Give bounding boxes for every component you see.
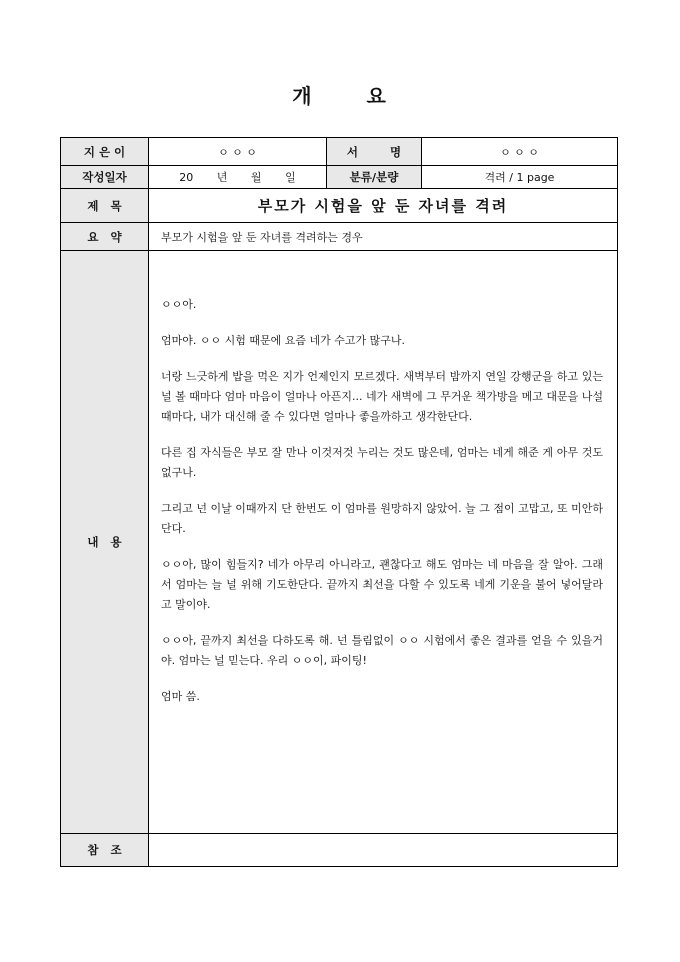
content-paragraph: ㅇㅇ아, 끝까지 최선을 다하도록 해. 넌 틀림없이 ㅇㅇ 시험에서 좋은 결과를 얻을 수 있을거야. 엄마는 널 믿는다. 우리 ㅇㅇ이, 파이팅! <box>161 634 603 667</box>
content-paragraph: ㅇㅇ아, 많이 힘들지? 네가 아무리 아니라고, 괜찮다고 해도 엄마는 네 마음을 잘 알아. 그래서 엄마는 늘 널 위해 기도한단다. 끝까지 최선을 다할 수 있도록 네게 기운을 불어 넣어달라고 말이야. <box>161 558 603 611</box>
content-paragraph: ㅇㅇ아. <box>161 298 197 311</box>
date-month-unit: 월 <box>250 171 262 184</box>
author-row <box>61 138 618 166</box>
date-label: 작성일자 <box>61 166 149 189</box>
content-paragraph: 엄마 씀. <box>161 690 200 703</box>
category-label: 분류/분량 <box>327 166 422 189</box>
reference-value <box>149 834 618 867</box>
content-body <box>149 251 618 834</box>
content-paragraph: 그리고 넌 이날 이때까지 단 한번도 이 엄마를 원망하지 않았어. 늘 그 점이 고맙고, 또 미안하단다. <box>161 502 603 535</box>
title-char-1: 개 <box>292 84 314 108</box>
document-title <box>0 80 680 109</box>
title-char-2: 요 <box>366 84 388 108</box>
date-year-unit: 년 <box>216 171 228 184</box>
summary-label: 요 약 <box>61 223 149 251</box>
content-paragraph: 너랑 느긋하게 밥을 먹은 지가 언제인지 모르겠다. 새벽부터 밤까지 연일 강행군을 하고 있는 널 볼 때마다 엄마 마음이 얼마나 아픈지... 네가 새벽에 그 무거운 책가방을 메고 대문을 나설 때마다, 내가 대신해 줄 수 있다면 얼마나 좋을까하고 생각한단다. <box>161 370 603 423</box>
date-row <box>61 166 618 189</box>
author-value: ㅇ ㅇ ㅇ <box>149 138 327 166</box>
summary-form-table <box>60 137 618 867</box>
content-paragraph: 다른 집 자식들은 부모 잘 만나 이것저것 누리는 것도 많은데, 엄마는 네게 해준 게 아무 것도 없구나. <box>161 446 603 479</box>
content-row <box>61 251 618 834</box>
date-year: 20 <box>179 171 194 184</box>
author-label: 지 은 이 <box>61 138 149 166</box>
subject-value: 부모가 시험을 앞 둔 자녀를 격려 <box>149 189 618 223</box>
subject-row <box>61 189 618 223</box>
date-value <box>149 166 327 189</box>
signature-label <box>327 138 422 166</box>
signature-label-part1: 서 <box>346 144 358 159</box>
subject-label: 제 목 <box>61 189 149 223</box>
signature-value: ㅇ ㅇ ㅇ <box>422 138 618 166</box>
category-value: 격려 / 1 page <box>422 166 618 189</box>
date-day-unit: 일 <box>285 171 296 184</box>
content-paragraph: 엄마야. ㅇㅇ 시험 때문에 요즘 네가 수고가 많구나. <box>161 334 405 347</box>
content-label: 내 용 <box>61 251 149 834</box>
summary-value: 부모가 시험을 앞 둔 자녀를 격려하는 경우 <box>149 223 618 251</box>
reference-row <box>61 834 618 867</box>
summary-row <box>61 223 618 251</box>
signature-label-part2: 명 <box>390 144 402 159</box>
reference-label: 참 조 <box>61 834 149 867</box>
